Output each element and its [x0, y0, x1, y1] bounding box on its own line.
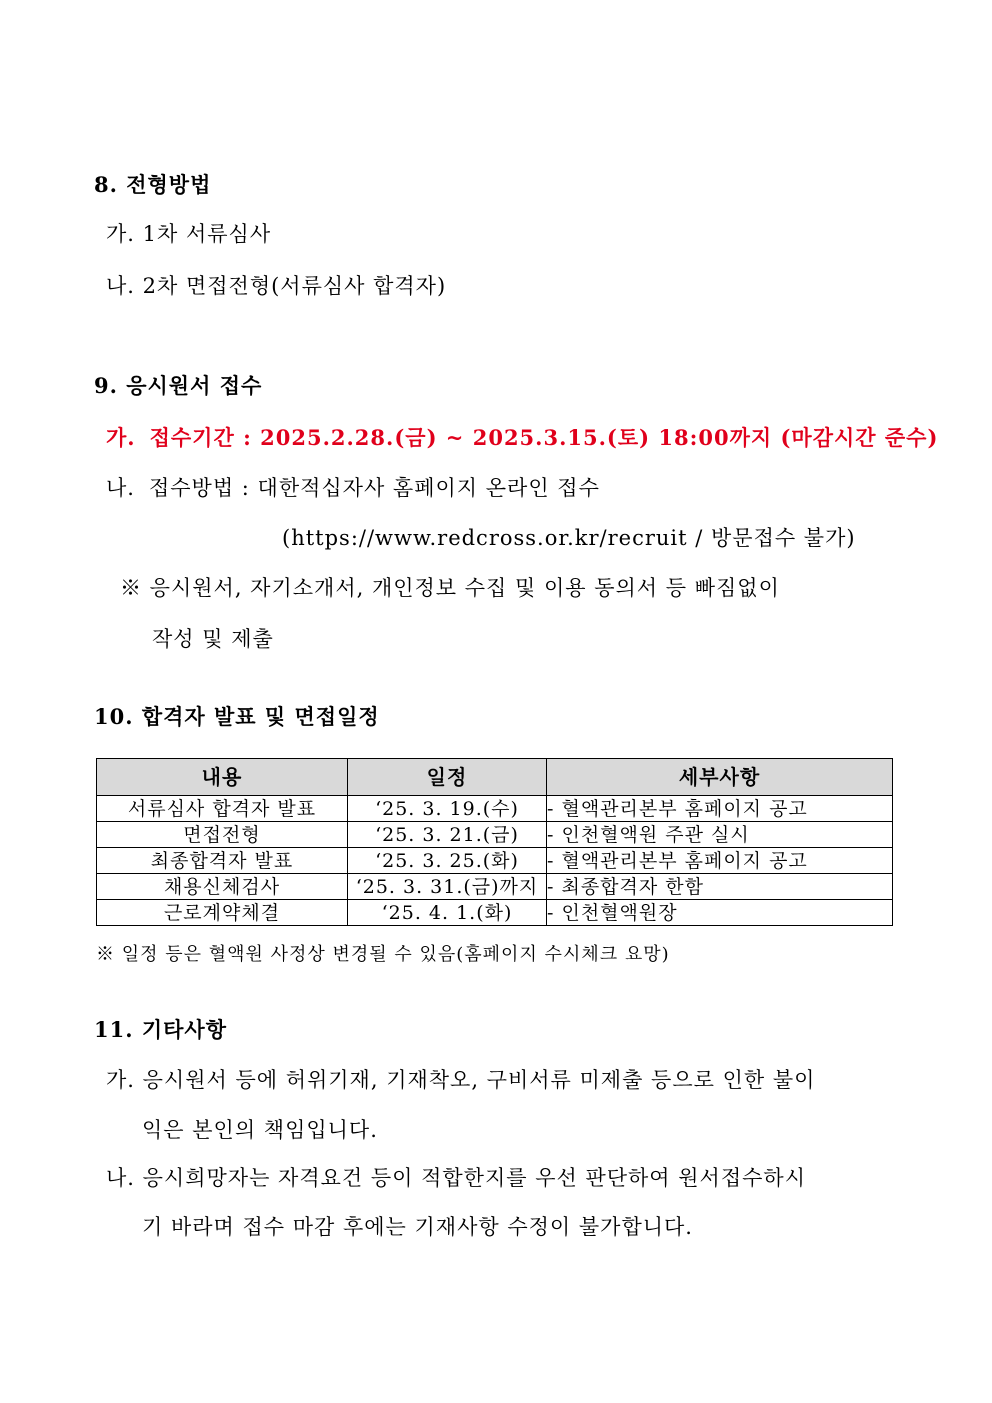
schedule-table-header-row — [97, 759, 893, 796]
section-11-item-b-line-1: 나. 응시희망자는 자격요건 등이 적합한지를 우선 판단하여 원서접수하시 — [106, 1166, 806, 1190]
table-cell-date: ‘25. 3. 21.(금) — [348, 822, 547, 848]
table-cell-details: - 인천혈액원 주관 실시 — [547, 822, 893, 848]
section-11-title: 11. 기타사항 — [94, 1017, 227, 1042]
column-header-date: 일정 — [348, 759, 547, 796]
schedule-table — [96, 758, 893, 926]
application-method-url: (https://www.redcross.or.kr/recruit / 방문접수 불가) — [282, 526, 856, 550]
table-cell-content: 채용신체검사 — [97, 874, 348, 900]
application-method-prefix: 나. — [106, 476, 135, 500]
table-cell-content: 근로계약체결 — [97, 900, 348, 926]
table-cell-date: ‘25. 3. 31.(금)까지 — [348, 874, 547, 900]
table-row — [97, 874, 893, 900]
table-row — [97, 848, 893, 874]
section-11-item-b-line-2: 기 바라며 접수 마감 후에는 기재사항 수정이 불가합니다. — [142, 1215, 693, 1239]
section-9-note-line-2: 작성 및 제출 — [152, 627, 274, 651]
section-9-title: 9. 응시원서 접수 — [94, 373, 263, 398]
table-cell-date: ‘25. 4. 1.(화) — [348, 900, 547, 926]
table-cell-details: - 인천혈액원장 — [547, 900, 893, 926]
section-11-item-a-line-2: 익은 본인의 책임입니다. — [142, 1118, 378, 1142]
section-8-title: 8. 전형방법 — [94, 172, 212, 197]
table-cell-date: ‘25. 3. 19.(수) — [348, 796, 547, 822]
schedule-note: ※ 일정 등은 혈액원 사정상 변경될 수 있음(홈페이지 수시체크 요망) — [96, 944, 670, 965]
application-method-text: 접수방법 : 대한적십자사 홈페이지 온라인 접수 — [148, 476, 600, 500]
section-9-note-line-1: ※ 응시원서, 자기소개서, 개인정보 수집 및 이용 동의서 등 빠짐없이 — [120, 576, 780, 600]
application-period-prefix: 가. — [106, 425, 136, 450]
table-cell-content: 면접전형 — [97, 822, 348, 848]
section-8-item-a: 가. 1차 서류심사 — [106, 222, 272, 246]
column-header-details: 세부사항 — [547, 759, 893, 796]
table-cell-details: - 혈액관리본부 홈페이지 공고 — [547, 848, 893, 874]
column-header-content: 내용 — [97, 759, 348, 796]
section-10-title: 10. 합격자 발표 및 면접일정 — [94, 704, 380, 729]
table-row — [97, 796, 893, 822]
table-row — [97, 900, 893, 926]
application-method — [106, 474, 600, 502]
table-cell-details: - 혈액관리본부 홈페이지 공고 — [547, 796, 893, 822]
section-11-item-a-line-1: 가. 응시원서 등에 허위기재, 기재착오, 구비서류 미제출 등으로 인한 불이 — [106, 1068, 816, 1092]
table-cell-date: ‘25. 3. 25.(화) — [348, 848, 547, 874]
application-period-text: 접수기간 : 2025.2.28.(금) ~ 2025.3.15.(토) 18:00까지 (마감시간 준수) — [149, 425, 939, 450]
table-row — [97, 822, 893, 848]
section-8-item-b: 나. 2차 면접전형(서류심사 합격자) — [106, 274, 447, 298]
table-cell-content: 서류심사 합격자 발표 — [97, 796, 348, 822]
table-cell-details: - 최종합격자 한함 — [547, 874, 893, 900]
table-cell-content: 최종합격자 발표 — [97, 848, 348, 874]
application-period — [106, 424, 938, 452]
